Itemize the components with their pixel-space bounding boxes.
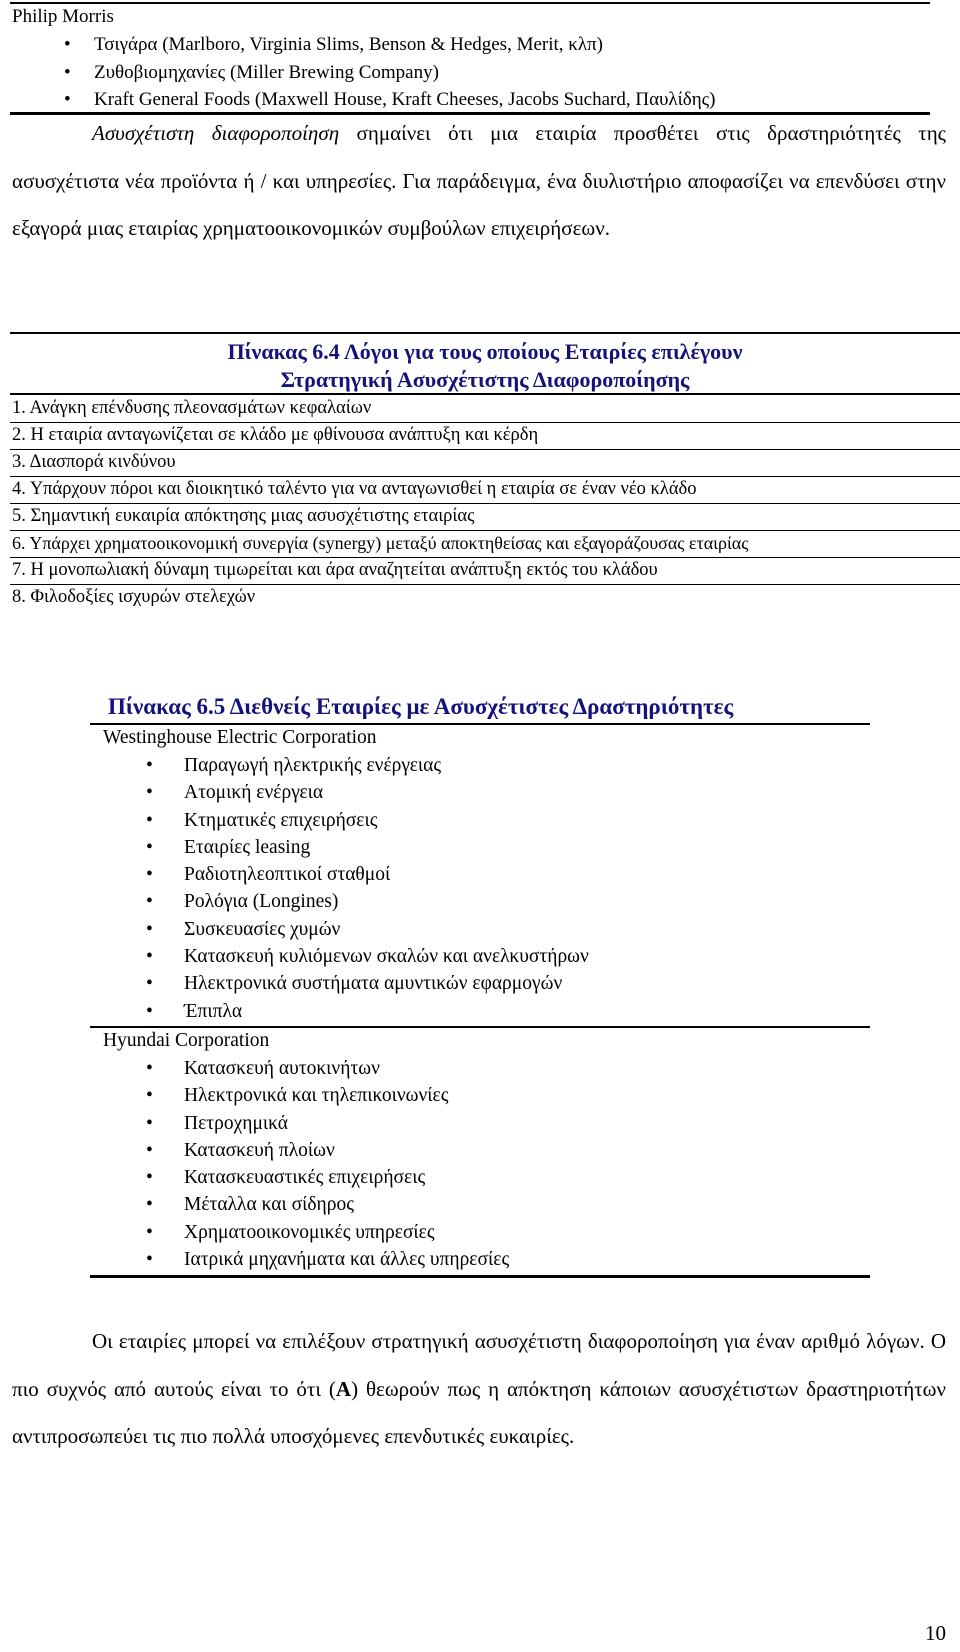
paragraph-text-start: Οι εταιρίες μπορεί να επιλέξουν στρατηγική ασυσχέτιστη διαφοροποίηση για έναν αριθμό λόγων. Ο πιο συχνός από αυτούς είναι το ότι (: [12, 1329, 946, 1401]
table-row: [12, 504, 960, 531]
list-item: • Κατασκευή πλοίων: [90, 1137, 509, 1164]
row-text: 2. Η εταιρία ανταγωνίζεται σε κλάδο με φθίνουσα ανάπτυξη και κέρδη: [12, 425, 539, 445]
table-bottom-rule: [90, 1275, 870, 1278]
table-row: [12, 531, 960, 558]
row-text: 1. Ανάγκη επένδυσης πλεονασμάτων κεφαλαίων: [12, 398, 372, 418]
list-item: • Έπιπλα: [90, 998, 589, 1025]
row-text: 5. Σημαντική ευκαιρία απόκτησης μιας ασυσχέτιστης εταιρίας: [12, 506, 475, 526]
table-caption: Πίνακας 6.5 Διεθνείς Εταιρίες με Ασυσχέτιστες Δραστηριότητες: [108, 694, 734, 719]
list-item: • Κατασκευή κυλιόμενων σκαλών και ανελκυστήρων: [90, 943, 589, 970]
company-name-hyundai: Hyundai Corporation: [103, 1030, 270, 1051]
row-text: 6. Υπάρχει χρηματοοικονομική συνεργία (synergy) μεταξύ αποκτηθείσας και εξαγοράζουσας εταιρίας: [12, 533, 749, 553]
table-row: [12, 558, 960, 585]
list-item: • Ραδιοτηλεοπτικοί σταθμοί: [90, 861, 589, 888]
list-item: • Κατασκευαστικές επιχειρήσεις: [90, 1164, 509, 1191]
body-paragraph-unrelated-diversification: [12, 110, 946, 253]
caption-rule: [10, 393, 960, 395]
page-number: 10: [925, 1621, 946, 1645]
table-row: [12, 450, 960, 477]
table-row: [12, 585, 960, 612]
table-row: [12, 423, 960, 450]
list-item: • Μέταλλα και σίδηρος: [90, 1191, 509, 1218]
company-activities-list: [10, 31, 716, 114]
list-item: • Ζυθοβιομηχανίες (Miller Brewing Company): [10, 59, 716, 87]
table-top-rule: [10, 2, 930, 4]
list-item: • Ηλεκτρονικά και τηλεπικοινωνίες: [90, 1082, 509, 1109]
table-row: [12, 396, 960, 423]
list-item: • Χρηματοοικονομικές υπηρεσίες: [90, 1219, 509, 1246]
row-text: 3. Διασπορά κινδύνου: [12, 452, 176, 472]
list-item: • Παραγωγή ηλεκτρικής ενέργειας: [90, 752, 589, 779]
list-item: • Ατομική ενέργεια: [90, 779, 589, 806]
list-item: • Κατασκευή αυτοκινήτων: [90, 1055, 509, 1082]
row-text: 4. Υπάρχουν πόροι και διοικητικό ταλέντο για να ανταγωνισθεί η εταιρία σε έναν νέο κλάδο: [12, 479, 697, 499]
table-caption-line1: Πίνακας 6.4 Λόγοι για τους οποίους Εταιρίες επιλέγουν: [227, 339, 743, 364]
hyundai-activities-list: [90, 1055, 509, 1273]
bold-marker: Α: [335, 1376, 352, 1401]
westinghouse-activities-list: [90, 752, 589, 1025]
list-item: • Συσκευασίες χυμών: [90, 916, 589, 943]
list-item: • Πετροχημικά: [90, 1110, 509, 1137]
paragraph-text: σημαίνει ότι μια εταιρία προσθέτει στις δραστηριότητές της ασυσχέτιστα νέα προϊόντα ή / και υπηρεσίες. Για παράδειγμα, ένα διυλιστήριο αποφασίζει να επενδύσει στην εξαγορά μιας εταιρίας χρηματοοικονομικών συμβούλων επιχειρήσεων.: [12, 121, 946, 240]
list-item: • Ηλεκτρονικά συστήματα αμυντικών εφαρμογών: [90, 970, 589, 997]
row-text: 8. Φιλοδοξίες ισχυρών στελεχών: [12, 587, 256, 607]
table-row: [12, 477, 960, 504]
table-caption-line2: Στρατηγική Ασυσχέτιστης Διαφοροποίησης: [280, 367, 690, 392]
paragraph-text-end: ) θεωρούν πως η απόκτηση κάποιων ασυσχέτιστων δραστηριοτήτων αντιπροσωπεύει τις πιο πολλά υποσχόμενες επενδυτικές ευκαιρίες.: [12, 1376, 946, 1448]
row-text: 7. Η μονοπωλιακή δύναμη τιμωρείται και άρα αναζητείται ανάπτυξη εκτός του κλάδου: [12, 560, 658, 580]
body-paragraph-reasons: [12, 1318, 946, 1461]
table-top-rule: [10, 332, 960, 334]
list-item: • Τσιγάρα (Marlboro, Virginia Slims, Benson & Hedges, Merit, κλπ): [10, 31, 716, 59]
company-name-westinghouse: Westinghouse Electric Corporation: [103, 727, 377, 748]
italic-term: Ασυσχέτιστη διαφοροποίηση: [92, 121, 340, 145]
list-item: • Κτηματικές επιχειρήσεις: [90, 807, 589, 834]
list-item: • Ιατρικά μηχανήματα και άλλες υπηρεσίες: [90, 1246, 509, 1273]
list-item: • Εταιρίες leasing: [90, 834, 589, 861]
company-name: Philip Morris: [12, 6, 114, 27]
list-item: • Kraft General Foods (Maxwell House, Kraft Cheeses, Jacobs Suchard, Παυλίδης): [10, 86, 716, 114]
list-item: • Ρολόγια (Longines): [90, 888, 589, 915]
